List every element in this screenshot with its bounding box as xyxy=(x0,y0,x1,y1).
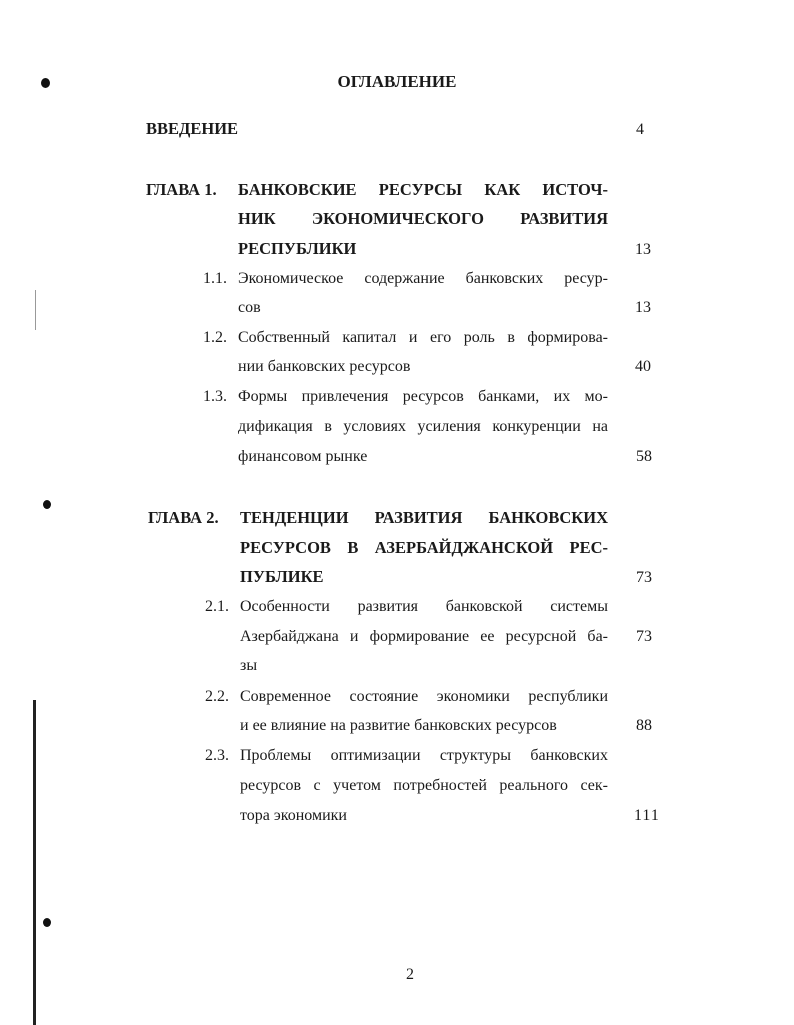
section-1-3-line: дификация в условиях усиления конкуренции на xyxy=(238,418,608,435)
chapter-1-title-line: НИК ЭКОНОМИЧЕСКОГО РАЗВИТИЯ xyxy=(238,209,608,228)
page-title: ОГЛАВЛЕНИЕ xyxy=(337,72,457,91)
chapter-1-title-line: БАНКОВСКИЕ РЕСУРСЫ КАК ИСТОЧ- xyxy=(238,180,608,199)
chapter-2-title-line: ПУБЛИКЕ xyxy=(240,567,324,586)
section-2-1-page: 73 xyxy=(636,628,652,645)
section-2-3-line: тора экономики xyxy=(240,807,347,824)
intro-label: ВВЕДЕНИЕ xyxy=(146,119,239,138)
section-2-1-line: Азербайджана и формирование ее ресурсной ба- xyxy=(240,628,608,645)
scan-edge-line xyxy=(35,290,36,330)
section-2-2-page: 88 xyxy=(636,717,652,734)
chapter-1-label: ГЛАВА 1. xyxy=(146,180,217,199)
section-1-1-number: 1.1. xyxy=(203,270,227,287)
chapter-2-label: ГЛАВА 2. xyxy=(148,508,219,527)
section-2-1-line: зы xyxy=(240,657,258,674)
section-2-1-number: 2.1. xyxy=(205,598,229,615)
section-1-1-line: Экономическое содержание банковских ресур- xyxy=(238,270,608,287)
section-1-2-number: 1.2. xyxy=(203,329,227,346)
chapter-2-page: 73 xyxy=(636,569,652,586)
section-2-3-page: 111 xyxy=(634,807,660,824)
section-1-3-line: финансовом рынке xyxy=(238,448,368,465)
section-2-3-line: Проблемы оптимизации структуры банковских xyxy=(240,747,608,764)
scan-hole-mark xyxy=(43,500,51,509)
section-1-2-line: нии банковских ресурсов xyxy=(238,358,411,375)
section-1-1-line: сов xyxy=(238,299,261,316)
section-2-3-number: 2.3. xyxy=(205,747,229,764)
scan-hole-mark xyxy=(43,918,51,927)
section-2-1-line: Особенности развития банковской системы xyxy=(240,598,608,615)
section-2-2-line: Современное состояние экономики республики xyxy=(240,688,608,705)
intro-page: 4 xyxy=(636,121,644,138)
page-number: 2 xyxy=(406,966,414,983)
section-2-3-line: ресурсов с учетом потребностей реального сек- xyxy=(240,777,608,794)
section-1-3-page: 58 xyxy=(636,448,652,465)
section-1-3-line: Формы привлечения ресурсов банками, их мо- xyxy=(238,388,608,405)
section-1-2-line: Собственный капитал и его роль в формирова- xyxy=(238,329,608,346)
section-1-2-page: 40 xyxy=(635,358,651,375)
chapter-1-title-line: РЕСПУБЛИКИ xyxy=(238,239,357,258)
chapter-1-page: 13 xyxy=(635,241,651,258)
section-2-2-number: 2.2. xyxy=(205,688,229,705)
section-1-1-page: 13 xyxy=(635,299,651,316)
chapter-2-title-line: РЕСУРСОВ В АЗЕРБАЙДЖАНСКОЙ РЕС- xyxy=(240,538,608,557)
chapter-2-title-line: ТЕНДЕНЦИИ РАЗВИТИЯ БАНКОВСКИХ xyxy=(240,508,608,527)
section-1-3-number: 1.3. xyxy=(203,388,227,405)
section-2-2-line: и ее влияние на развитие банковских ресурсов xyxy=(240,717,557,734)
